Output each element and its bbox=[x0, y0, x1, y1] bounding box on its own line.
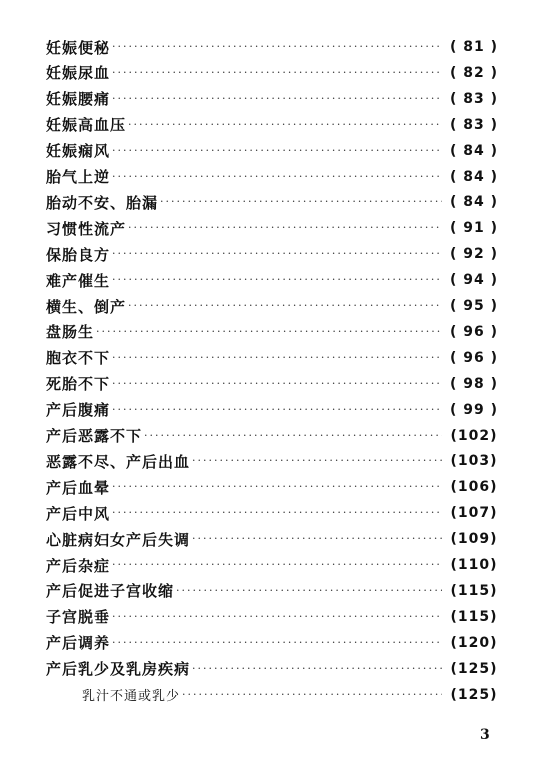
toc-entry bbox=[46, 474, 502, 500]
toc-leader-dots bbox=[112, 60, 442, 86]
toc-leader-dots bbox=[128, 293, 442, 319]
toc-entry-title: 恶露不尽、产后出血 bbox=[46, 452, 191, 471]
toc-leader-dots bbox=[192, 656, 442, 682]
toc-entry bbox=[46, 397, 502, 423]
toc-entry-page: ( 96 ) bbox=[449, 323, 499, 340]
toc-entry bbox=[46, 604, 502, 630]
toc-entry-title: 产后中风 bbox=[46, 504, 111, 523]
toc-leader-dots bbox=[112, 267, 442, 293]
toc-entry-title: 难产催生 bbox=[46, 271, 111, 290]
toc-entry-title: 产后血晕 bbox=[46, 478, 111, 497]
page-number: 3 bbox=[480, 727, 490, 743]
toc-leader-dots bbox=[112, 474, 442, 500]
toc-leader-dots bbox=[112, 500, 442, 526]
toc-leader-dots bbox=[112, 397, 442, 423]
toc-entry-title: 妊娠便秘 bbox=[46, 38, 111, 57]
toc-entry-page: (125) bbox=[450, 686, 498, 703]
toc-leader-dots bbox=[112, 604, 442, 630]
toc-entry-page: (109) bbox=[450, 531, 498, 548]
toc-leader-dots bbox=[182, 682, 442, 708]
toc-entry bbox=[46, 293, 502, 319]
toc-entry-page: (106) bbox=[450, 479, 498, 496]
toc-entry-page: ( 84 ) bbox=[449, 142, 499, 159]
toc-entry-page: ( 83 ) bbox=[449, 116, 499, 133]
toc-entry bbox=[46, 345, 502, 371]
toc-leader-dots bbox=[112, 34, 442, 60]
toc-entry-title: 产后调养 bbox=[46, 634, 111, 653]
toc-entry bbox=[46, 241, 502, 267]
toc-leader-dots bbox=[192, 526, 442, 552]
toc-entry-title: 产后杂症 bbox=[46, 556, 111, 575]
toc-entry-page: ( 98 ) bbox=[449, 375, 499, 392]
toc-entry bbox=[46, 371, 502, 397]
toc-entry-page: ( 82 ) bbox=[449, 64, 499, 81]
toc-entry-page: (107) bbox=[450, 505, 498, 522]
toc-entry bbox=[46, 112, 502, 138]
toc-entry-page: (102) bbox=[450, 427, 498, 444]
toc-entry bbox=[46, 189, 502, 215]
toc-entry-title: 产后腹痛 bbox=[46, 401, 111, 420]
toc-entry bbox=[46, 656, 502, 682]
toc-entry-page: ( 95 ) bbox=[449, 298, 499, 314]
toc-entry bbox=[46, 86, 502, 112]
toc-entry bbox=[46, 423, 502, 449]
toc-entry-title: 妊娠尿血 bbox=[46, 64, 111, 83]
toc-leader-dots bbox=[176, 578, 442, 604]
toc-entry-title: 横生、倒产 bbox=[46, 297, 127, 316]
toc-leader-dots bbox=[112, 164, 442, 190]
toc-entry-title: 子宫脱垂 bbox=[46, 608, 111, 627]
toc-entry-page: ( 91 ) bbox=[449, 220, 499, 237]
toc-leader-dots bbox=[112, 371, 442, 397]
toc-entry-page: (120) bbox=[450, 634, 498, 651]
toc-entry-title: 胎动不安、胎漏 bbox=[46, 193, 159, 212]
toc-entry-title: 产后乳少及乳房疾病 bbox=[46, 660, 191, 679]
toc-entry-page: ( 83 ) bbox=[449, 90, 499, 107]
toc-entry bbox=[46, 34, 502, 60]
toc-entry-page: ( 81 ) bbox=[449, 39, 499, 55]
toc-entry bbox=[46, 60, 502, 86]
toc-leader-dots bbox=[144, 423, 442, 449]
toc-entry bbox=[46, 630, 502, 656]
toc-entry-page: ( 96 ) bbox=[449, 349, 499, 366]
toc-leader-dots bbox=[128, 215, 442, 241]
toc-entry-title: 妊娠痫风 bbox=[46, 142, 111, 161]
toc-entry-title: 乳汁不通或乳少 bbox=[82, 689, 181, 704]
toc-entry-title: 胎气上逆 bbox=[46, 168, 111, 186]
toc-entry-title: 妊娠高血压 bbox=[46, 116, 127, 135]
toc-entry-title: 心脏病妇女产后失调 bbox=[46, 530, 191, 549]
toc-entry bbox=[46, 552, 502, 578]
toc-entry-page: (110) bbox=[450, 557, 498, 573]
toc-entry-title: 产后恶露不下 bbox=[46, 427, 143, 445]
toc-entry-page: ( 92 ) bbox=[449, 246, 499, 263]
toc-entry-title: 胞衣不下 bbox=[46, 349, 111, 368]
toc-entry-title: 死胎不下 bbox=[46, 375, 111, 394]
toc-leader-dots bbox=[112, 630, 442, 656]
toc-leader-dots bbox=[112, 241, 442, 267]
toc-leader-dots bbox=[128, 112, 442, 138]
toc-entry-page: (115) bbox=[450, 608, 498, 625]
toc-leader-dots bbox=[112, 345, 442, 371]
toc-leader-dots bbox=[96, 319, 442, 345]
toc-entry-title: 妊娠腰痛 bbox=[46, 90, 111, 109]
toc-entry bbox=[46, 138, 502, 164]
toc-entry bbox=[46, 526, 502, 552]
toc-entry-title: 产后促进子宫收缩 bbox=[46, 582, 175, 601]
toc-entry bbox=[46, 448, 502, 474]
toc-entry-page: ( 84 ) bbox=[449, 194, 499, 211]
toc-entry bbox=[46, 319, 502, 345]
toc-entry bbox=[46, 215, 502, 241]
toc-entry-title: 盘肠生 bbox=[46, 323, 95, 342]
toc-entry bbox=[46, 164, 502, 190]
toc-entry bbox=[46, 267, 502, 293]
toc-entry-page: (115) bbox=[450, 582, 498, 599]
toc-entry-page: (103) bbox=[450, 453, 498, 470]
toc-leader-dots bbox=[192, 448, 442, 474]
toc-entry-page: ( 94 ) bbox=[449, 272, 499, 289]
toc-leader-dots bbox=[112, 86, 442, 112]
toc-leader-dots bbox=[112, 552, 442, 578]
toc-entry-title: 习惯性流产 bbox=[46, 219, 127, 238]
toc-entry bbox=[82, 682, 502, 708]
toc-leader-dots bbox=[112, 138, 442, 164]
toc-leader-dots bbox=[160, 189, 442, 215]
toc-entry-page: ( 84 ) bbox=[449, 168, 499, 185]
toc-entry-title: 保胎良方 bbox=[46, 245, 111, 264]
toc-entry-page: (125) bbox=[450, 660, 498, 677]
toc-entry bbox=[46, 578, 502, 604]
toc-entry bbox=[46, 500, 502, 526]
toc-entry-page: ( 99 ) bbox=[449, 401, 499, 418]
